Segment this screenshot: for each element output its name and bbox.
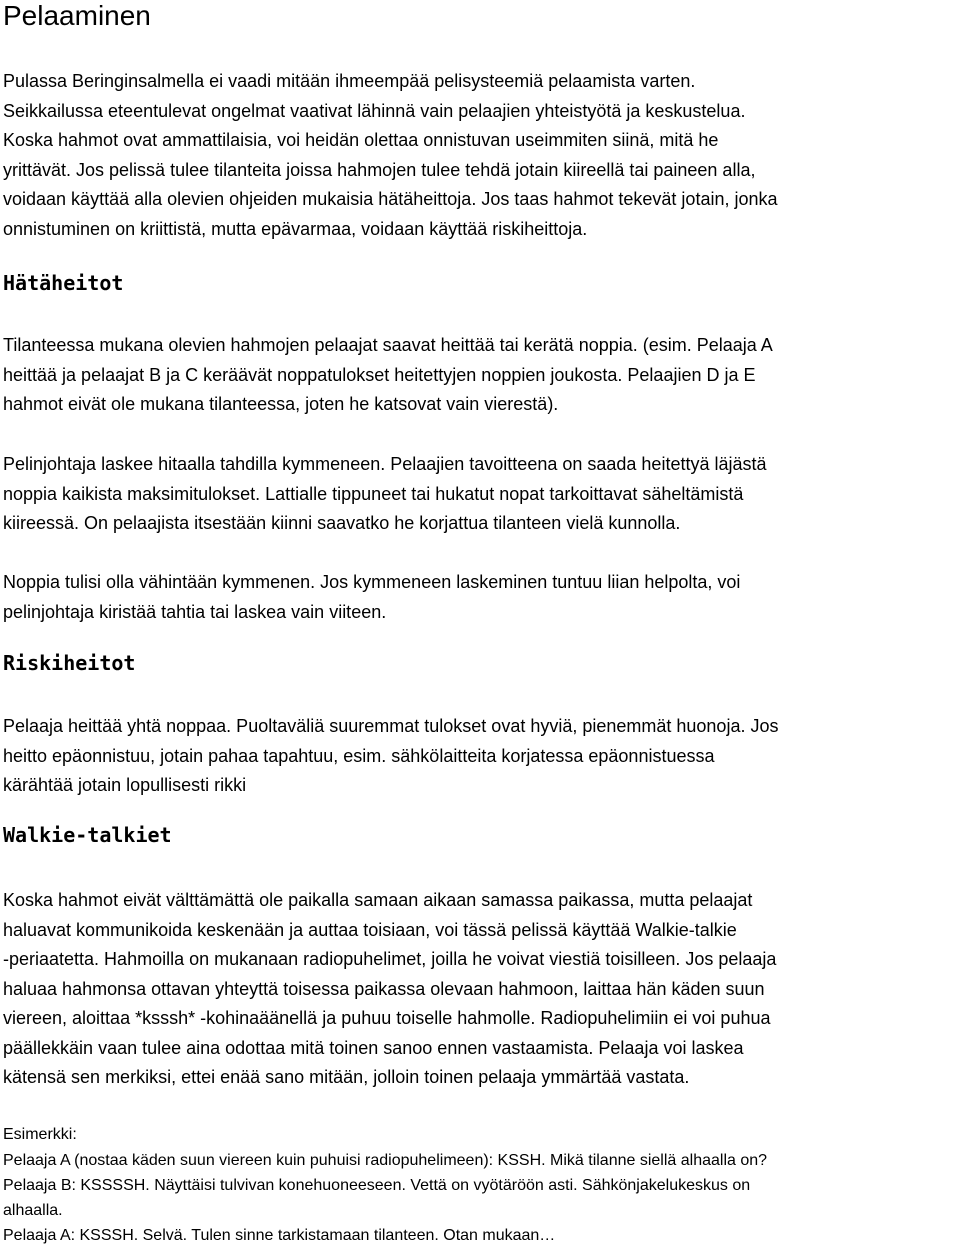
text-line: alhaalla.: [3, 1202, 63, 1219]
text-line: hahmot eivät ole mukana tilanteessa, joten he katsovat vain vierestä).: [3, 394, 559, 414]
text-line: haluavat kommunikoida keskenään ja auttaa toisiaan, voi tässä pelissä käyttää Walkie-talkie: [3, 919, 737, 940]
text-line: Seikkailussa eteentulevat ongelmat vaativat lähinnä vain pelaajien yhteistyötä ja keskustelua.: [3, 100, 746, 121]
text-line: Koska hahmot eivät välttämättä ole paikalla samaan aikaan samassa paikassa, mutta pelaajat: [3, 890, 753, 910]
text-line: -periaatetta. Hahmoilla on mukanaan radiopuhelimet, joilla he voivat viestiä toisilleen. Jos pelaaja: [3, 949, 777, 969]
text-line: Esimerkki:: [3, 1126, 77, 1143]
section-heading-riskiheitot: Riskiheitot: [3, 651, 136, 675]
text-line: yrittävät. Jos pelissä tulee tilanteita joissa hahmojen tulee tehdä jotain kiireellä tai paineen alla,: [3, 159, 756, 180]
hataheitot-paragraph-3: [3, 568, 959, 627]
text-line: Pelaaja B: KSSSSH. Näyttäisi tulvivan konehuoneeseen. Vettä on vyötäröön asti. Sähkönjakelukeskus on: [3, 1177, 751, 1194]
text-line: heittää ja pelaajat B ja C keräävät noppatulokset heitettyjen noppien joukosta. Pelaajien D ja E: [3, 364, 756, 385]
text-line: kiireessä. On pelaajista itsestään kiinni saavatko he korjattua tilanteen vielä kunnolla.: [3, 513, 681, 533]
riskiheitot-paragraph: [3, 712, 959, 801]
text-line: Noppia tulisi olla vähintään kymmenen. Jos kymmeneen laskeminen tuntuu liian helpolta, voi: [3, 572, 741, 592]
text-line: viereen, aloittaa *ksssh* -kohinaäänellä ja puhuu toiselle hahmolle. Radiopuhelimiin ei voi puhua: [3, 1008, 771, 1028]
section-heading-walkie-talkiet: Walkie-talkiet: [3, 823, 172, 847]
text-line: haluaa hahmonsa ottavan yhteyttä toisessa paikassa olevaan hahmoon, laittaa hän käden suun: [3, 978, 765, 999]
text-line: Pulassa Beringinsalmella ei vaadi mitään ihmeempää pelisysteemiä pelaamista varten.: [3, 71, 696, 91]
text-line: kätensä sen merkiksi, ettei enää sano mitään, jolloin toinen pelaaja ymmärtää vastata.: [3, 1067, 690, 1087]
text-line: Pelaaja A: KSSSH. Selvä. Tulen sinne tarkistamaan tilanteen. Otan mukaan…: [3, 1227, 556, 1244]
page-title: Pelaaminen: [3, 0, 151, 31]
section-heading-hataheitot: Hätäheitot: [3, 271, 124, 295]
text-line: noppia kaikista maksimitulokset. Lattialle tippuneet tai hukatut nopat tarkoittavat säheltämistä: [3, 483, 744, 504]
text-line: Pelaaja heittää yhtä noppaa. Puoltaväliä suuremmat tulokset ovat hyviä, pienemmät huonoja. Jos: [3, 716, 779, 736]
text-line: Tilanteessa mukana olevien hahmojen pelaajat saavat heittää tai kerätä noppia. (esim. Pelaaja A: [3, 335, 773, 355]
example-label: [3, 1122, 959, 1147]
walkie-talkie-paragraph: [3, 886, 959, 1093]
text-line: onnistuminen on kriittistä, mutta epävarmaa, voidaan käyttää riskiheittoja.: [3, 218, 588, 239]
text-line: kärähtää jotain lopullisesti rikki: [3, 775, 247, 795]
text-line: Pelinjohtaja laskee hitaalla tahdilla kymmeneen. Pelaajien tavoitteena on saada heitettyä läjästä: [3, 454, 767, 474]
text-line: heitto epäonnistuu, jotain pahaa tapahtuu, esim. sähkölaitteita korjatessa epäonnistuessa: [3, 745, 715, 766]
text-line: Pelaaja A (nostaa käden suun viereen kuin puhuisi radiopuhelimeen): KSSH. Mikä tilanne siellä alhaalla on?: [3, 1152, 768, 1169]
text-line: päällekkäin vaan tulee aina odottaa mitä toinen sanoo ennen vastaamista. Pelaaja voi laskea: [3, 1037, 744, 1058]
text-line: Koska hahmot ovat ammattilaisia, voi heidän olettaa onnistuvan useimmiten siinä, mitä he: [3, 130, 719, 150]
example-dialogue: [3, 1148, 959, 1248]
text-line: voidaan käyttää alla olevien ohjeiden mukaisia hätäheittoja. Jos taas hahmot tekevät jotain, jonka: [3, 189, 778, 209]
hataheitot-paragraph-2: [3, 450, 959, 539]
intro-paragraph: [3, 67, 959, 244]
text-line: pelinjohtaja kiristää tahtia tai laskea vain viiteen.: [3, 601, 387, 622]
hataheitot-paragraph-1: [3, 331, 959, 420]
